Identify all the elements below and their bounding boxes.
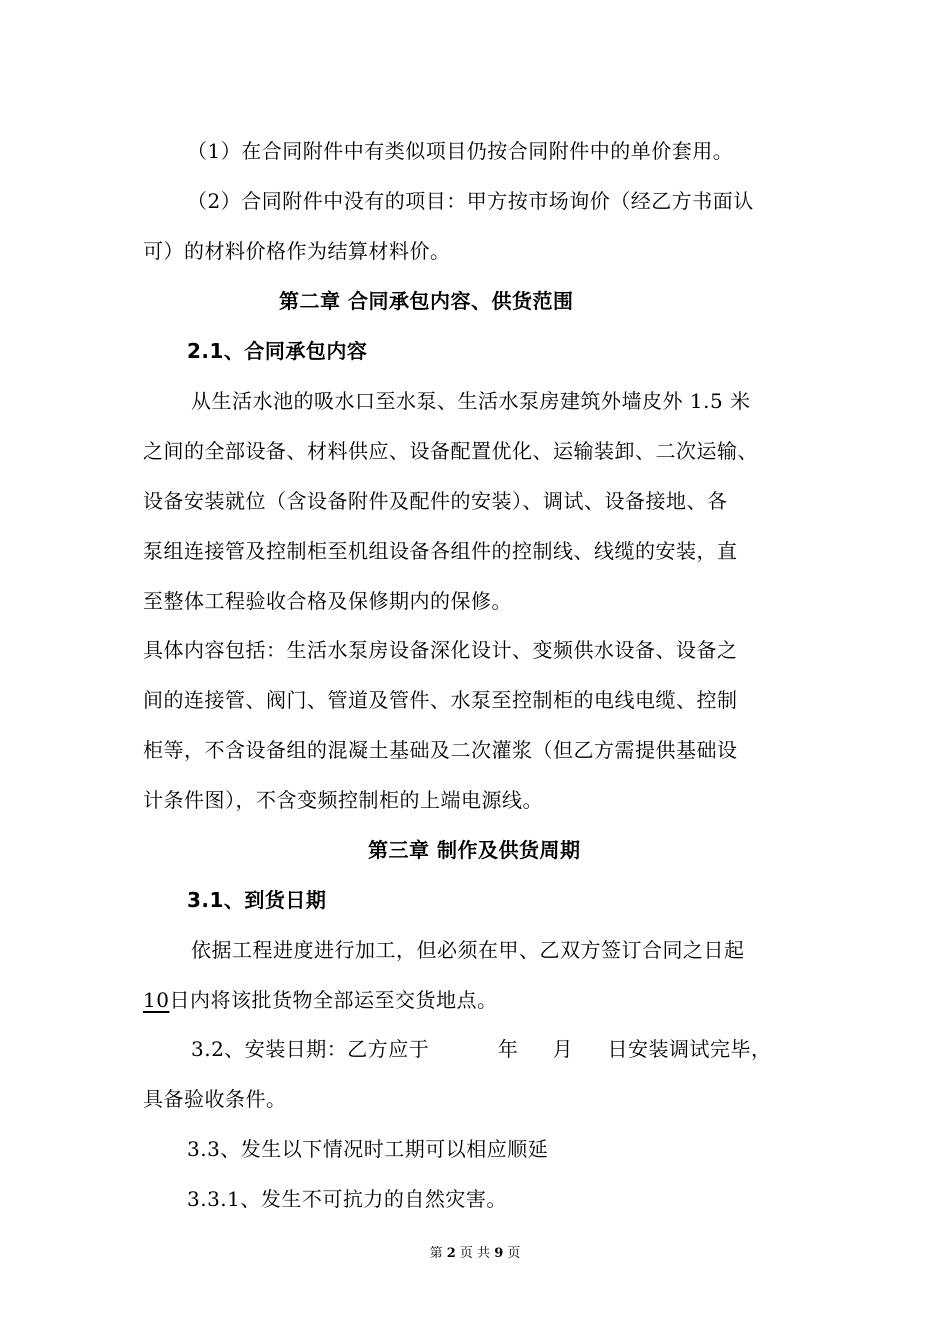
paragraph-line: 3.3、发生以下情况时工期可以相应顺延 [187, 1137, 549, 1161]
page-footer [0, 1246, 950, 1262]
paragraph-line: 从生活水池的吸水口至水泵、生活水泵房建筑外墙皮外 1.5 米 [191, 389, 751, 413]
paragraph-line: （1）在合同附件中有类似项目仍按合同附件中的单价套用。 [187, 139, 734, 163]
paragraph-text: 日内将该批货物全部运至交货地点。 [169, 988, 498, 1012]
footer-page-number: 2 [446, 1246, 456, 1261]
paragraph-line: 3.2、安装日期：乙方应于 年 月 日安装调试完毕， [191, 1037, 772, 1061]
chapter-heading: 第二章 合同承包内容、供货范围 [279, 289, 574, 313]
paragraph-line: 计条件图），不含变频控制柜的上端电源线。 [143, 788, 543, 812]
paragraph-line: 具体内容包括：生活水泵房设备深化设计、变频供水设备、设备之 [143, 638, 738, 662]
paragraph-line: 可）的材料价格作为结算材料价。 [143, 239, 451, 263]
footer-mid: 页 共 [459, 1246, 491, 1261]
chapter-heading: 第三章 制作及供货周期 [368, 838, 581, 862]
paragraph-line: 依据工程进度进行加工，但必须在甲、乙双方签订合同之日起 [191, 938, 745, 962]
footer-prefix: 第 [429, 1246, 443, 1261]
paragraph-line [143, 988, 497, 1012]
paragraph-line: 柜等，不含设备组的混凝土基础及二次灌浆（但乙方需提供基础设 [143, 738, 738, 762]
underlined-number: 10 [143, 988, 170, 1012]
paragraph-line: 3.3.1、发生不可抗力的自然灾害。 [187, 1187, 507, 1211]
paragraph-line: 泵组连接管及控制柜至机组设备各组件的控制线、线缆的安装，直 [143, 539, 738, 563]
section-heading: 3.1、到货日期 [187, 888, 327, 912]
footer-total-pages: 9 [494, 1246, 504, 1261]
paragraph-line: 至整体工程验收合格及保修期内的保修。 [143, 589, 512, 613]
paragraph-line: 设备安装就位（含设备附件及配件的安装）、调试、设备接地、各 [143, 489, 728, 513]
paragraph-line: 具备验收条件。 [143, 1087, 287, 1111]
paragraph-line: （2）合同附件中没有的项目：甲方按市场询价（经乙方书面认 [187, 189, 754, 213]
section-heading: 2.1、合同承包内容 [187, 339, 368, 363]
paragraph-line: 之间的全部设备、材料供应、设备配置优化、运输装卸、二次运输、 [143, 439, 758, 463]
paragraph-line: 间的连接管、阀门、管道及管件、水泵至控制柜的电线电缆、控制 [143, 688, 738, 712]
footer-suffix: 页 [507, 1246, 521, 1261]
